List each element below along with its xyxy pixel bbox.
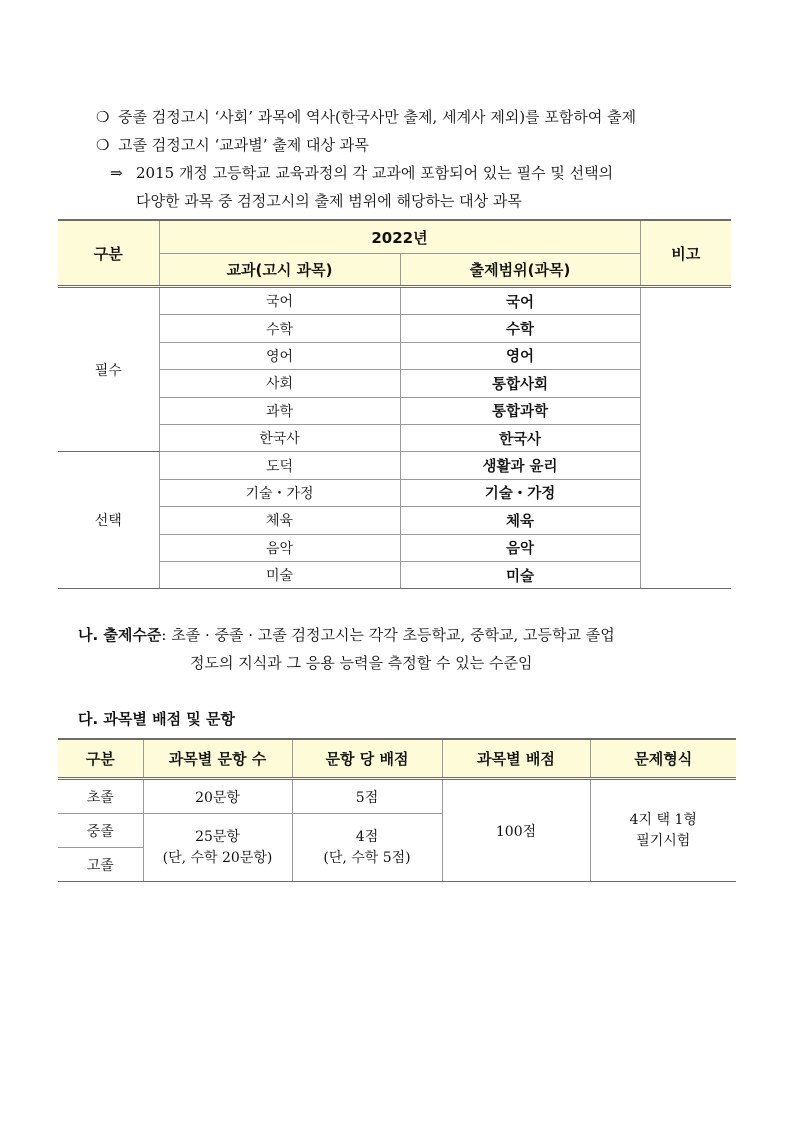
table-row [58, 397, 731, 424]
table-row [58, 507, 731, 534]
scope-cell: 한국사 [400, 424, 640, 451]
level-cell: 고졸 [58, 848, 143, 882]
scope-cell: 음악 [400, 534, 640, 561]
scope-cell: 수학 [400, 315, 640, 342]
intro-bullet-1-text: 중졸 검정고시 ‘사회’ 과목에 역사(한국사만 출제, 세계사 제외)를 포함하여 출제 [118, 108, 637, 126]
scope-cell: 통합사회 [400, 370, 640, 397]
intro-arrow-text-1: 2015 개정 고등학교 교육과정의 각 교과에 포함되어 있는 필수 및 선택의 [136, 164, 614, 182]
section-na-text-1: : 초졸 · 중졸 · 고졸 검정고시는 각각 초등학교, 중학교, 고등학교 졸업 [161, 626, 615, 644]
section-na-text-2: 정도의 지식과 그 응용 능력을 측정할 수 있는 수준임 [190, 654, 533, 672]
table-row [58, 287, 731, 315]
header-year: 2022년 [159, 220, 640, 254]
note-cell [640, 287, 731, 589]
subject-cell: 미술 [159, 561, 400, 588]
subject-cell: 영어 [159, 342, 400, 369]
arrow-icon: ⇒ [110, 164, 123, 182]
intro-arrow-line-2: 다양한 과목 중 검정고시의 출제 범위에 해당하는 대상 과목 [136, 192, 522, 210]
header-question-count: 과목별 문항 수 [143, 739, 292, 779]
intro-arrow-line-1 [110, 162, 613, 183]
subject-cell: 한국사 [159, 424, 400, 451]
level-cell: 초졸 [58, 779, 143, 814]
scope-cell: 국어 [400, 287, 640, 315]
scope-cell: 미술 [400, 561, 640, 588]
table-row [58, 479, 731, 506]
table-row [58, 779, 736, 814]
table-row [58, 561, 731, 588]
total-points-cell: 100점 [442, 779, 590, 882]
points-cell-merged [292, 814, 442, 882]
header-category: 구분 [58, 220, 159, 287]
intro-bullet-2 [96, 134, 369, 155]
subject-cell: 음악 [159, 534, 400, 561]
circle-bullet-icon: ❍ [96, 108, 110, 126]
points-line-2: (단, 수학 5점) [323, 849, 411, 866]
scope-cell: 영어 [400, 342, 640, 369]
format-line-1: 4지 택 1형 [629, 811, 697, 828]
scope-cell: 체육 [400, 507, 640, 534]
scoring-table [58, 738, 736, 882]
subject-cell: 수학 [159, 315, 400, 342]
table-row [58, 534, 731, 561]
subject-cell: 사회 [159, 370, 400, 397]
intro-bullet-1 [96, 106, 636, 127]
table-row [58, 370, 731, 397]
count-line-1: 25문항 [195, 828, 240, 845]
format-line-2: 필기시험 [636, 832, 691, 849]
required-label: 필수 [58, 287, 159, 452]
section-na-line-1 [78, 624, 615, 645]
count-cell: 20문항 [143, 779, 292, 814]
header-format: 문제형식 [590, 739, 736, 779]
section-da-title: 다. 과목별 배점 및 문항 [78, 710, 235, 728]
points-line-1: 4점 [355, 828, 379, 845]
elective-label: 선택 [58, 452, 159, 589]
header-total-points: 과목별 배점 [442, 739, 590, 779]
table-row [58, 342, 731, 369]
count-cell-merged [143, 814, 292, 882]
subject-cell: 국어 [159, 287, 400, 315]
header-points-per-question: 문항 당 배점 [292, 739, 442, 779]
scope-cell: 생활과 윤리 [400, 452, 640, 479]
points-cell: 5점 [292, 779, 442, 814]
header-note: 비고 [640, 220, 731, 287]
level-cell: 중졸 [58, 814, 143, 848]
header-subject: 교과(고시 과목) [159, 254, 400, 287]
scope-cell: 기술・가정 [400, 479, 640, 506]
table-row [58, 315, 731, 342]
subject-cell: 기술・가정 [159, 479, 400, 506]
subject-cell: 도덕 [159, 452, 400, 479]
intro-bullet-2-text: 고졸 검정고시 ‘교과별’ 출제 대상 과목 [118, 136, 369, 154]
format-cell [590, 779, 736, 882]
circle-bullet-icon: ❍ [96, 136, 110, 154]
header-level: 구분 [58, 739, 143, 779]
section-na-label: 나. 출제수준 [78, 626, 162, 644]
count-line-2: (단, 수학 20문항) [162, 849, 273, 866]
scope-cell: 통합과학 [400, 397, 640, 424]
header-scope: 출제범위(과목) [400, 254, 640, 287]
table-row [58, 424, 731, 451]
subjects-table [58, 219, 731, 589]
subject-cell: 과학 [159, 397, 400, 424]
subject-cell: 체육 [159, 507, 400, 534]
table-row [58, 452, 731, 479]
